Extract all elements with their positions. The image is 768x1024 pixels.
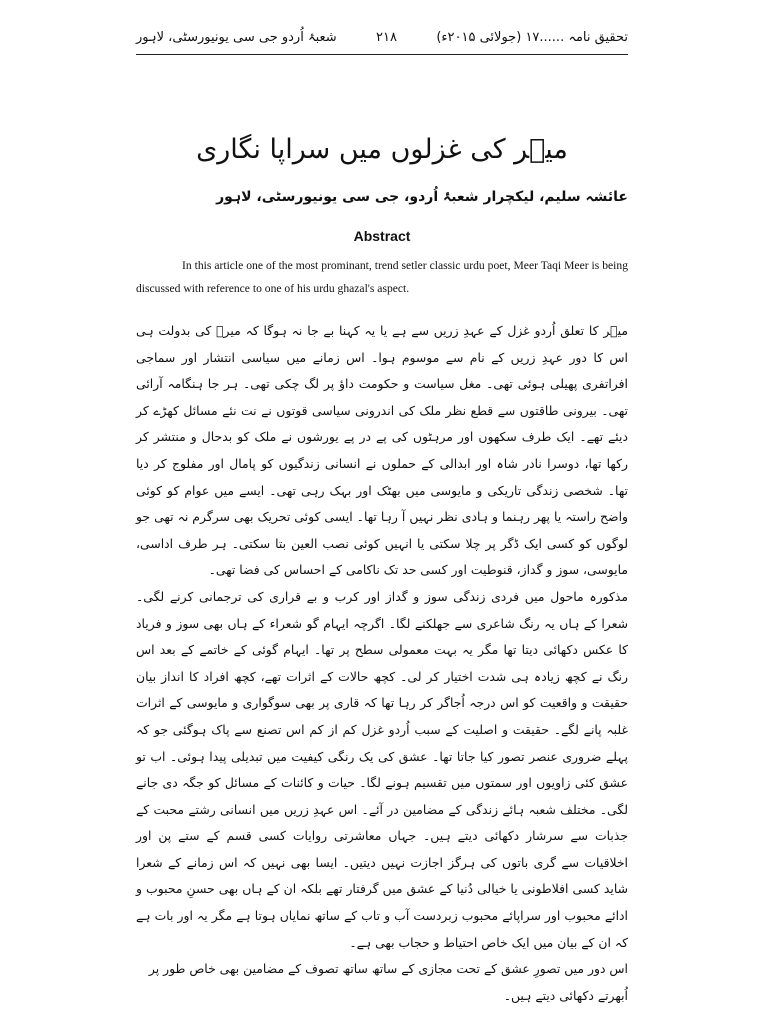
body-paragraph-1: میؔر کا تعلق اُردو غزل کے عہدِ زریں سے ہے یا یہ کہنا بے جا نہ ہوگا کہ میرؔ کی بدولت ہی اس کا دور عہدِ زریں کے نام سے موسوم ہوا۔ اس زمانے میں سیاسی انتشار اور سماجی افراتفری پھیلی ہوئی تھی۔ مغل سیاست و حکومت داؤ پر لگ چکی تھی۔ ہر جا ہنگامہ آرائی تھی۔ بیرونی طاقتوں سے قطع نظر ملک کی اندرونی سیاسی قوتوں نے نت نئے مسائل کھڑے کر دیئے تھے۔ ایک طرف سکھوں اور مرہٹوں کی پے در پے یورشوں نے ملک کو بدحال و منتشر کر رکھا تھا، دوسرا نادر شاہ اور ابدالی کے حملوں نے انسانی زندگیوں کو پامال اور مفلوج کر دیا تھا۔ شخصی زندگی تاریکی و مایوسی میں بھٹک اور بہک رہی تھی۔ ایسے میں عوام کو کوئی واضح راستہ یا پھر رہنما و ہادی نظر نہیں آ رہا تھا۔ ایسی کوئی تحریک بھی سرگرم نہ تھی جو لوگوں کو کسی ایک ڈگر پر چلا سکتی یا انہیں کوئی نصب العین بتا سکتی۔ ہر طرف اداسی، مایوسی، سوز و گداز، قنوطیت اور کسی حد تک ناکامی کے احساس کی فضا تھی۔ — [136, 323, 628, 578]
header-publisher: شعبۂ اُردو جی سی یونیورسٹی، لاہور — [136, 29, 337, 45]
header-journal: تحقیق نامہ ......۱۷ (جولائی ۲۰۱۵ء) — [436, 29, 628, 45]
body-paragraph-2: مذکورہ ماحول میں فردی زندگی سوز و گداز اور کرب و بے قراری کی ترجمانی کرنے لگی۔ شعرا کے ہاں یہ رنگ شاعری سے جھلکنے لگا۔ اگرچہ ایہام گو شعراء کے ہاں بھی سوز و فریاد کا عکس دکھائی دیتا تھا مگر یہ بہت معمولی سطح پر تھا۔ ایہام گوئی کے خاتمے کے بعد اس رنگ نے کچھ زیادہ ہی شدت اختیار کر لی۔ کچھ حالات کے اثرات تھے، کچھ افراد کا انداز بیان حقیقت و واقعیت کو اس درجہ اُجاگر کر رہا تھا کہ قاری پر بھی سوگواری و مایوسی کے اثرات غلبہ پانے لگے۔ حقیقت و اصلیت کے سبب اُردو غزل کم از کم اس تصنع سے پاک ہوگئی جو کہ پہلے ضروری عنصر تصور کیا جاتا تھا۔ عشق کی یک رنگی کیفیت میں تبدیلی پیدا ہوئی۔ اب تو عشق کئی زاویوں اور سمتوں میں تقسیم ہونے لگا۔ حیات و کائنات کے مسائل کو جگہ دی جانے لگی۔ مختلف شعبہ ہائے زندگی کے مضامین در آئے۔ اس عہدِ زریں میں انسانی رشتے محبت کے جذبات سے سرشار دکھائی دیتے ہیں۔ جہاں معاشرتی روایات کسی قسم کے ستے پن اور اخلاقیات سے گری باتوں کی ہرگز اجازت نہیں دیتیں۔ ایسا بھی نہیں کہ اس زمانے کے شعرا شاید کسی افلاطونی یا خیالی دُنیا کے عشق میں گرفتار تھے بلکہ ان کے ہاں بھی حسنِ محبوب و ادائے محبوب اور سراپائے محبوب زبردست آب و تاب کے ساتھ نمایاں ہوتا ہے مگر یہ اور بات ہے کہ ان کے بیان میں ایک خاص احتیاط و حجاب بھی ہے۔ — [136, 588, 628, 950]
article-title: میؔر کی غزلوں میں سراپا نگاری — [196, 134, 568, 165]
running-header — [136, 22, 628, 52]
abstract-heading: Abstract — [353, 228, 411, 244]
article-body — [136, 318, 628, 1009]
article-author: عائشہ سلیم، لیکچرار شعبۂ اُردو، جی سی یونیورسٹی، لاہور — [216, 189, 628, 205]
body-paragraph-3: اس دور میں تصورِ عشق کے تحت مجازی کے ساتھ ساتھ تصوف کے مضامین بھی خاص طور پر اُبھرتے دکھائی دیتے ہیں۔ — [148, 961, 628, 1003]
header-rule — [136, 54, 628, 55]
header-page-number: ۲۱۸ — [376, 29, 397, 45]
abstract-text: In this article one of the most prominant, trend setler classic urdu poet, Meer Taqi Meer is being discussed with reference to one of his urdu ghazal's aspect. — [136, 259, 628, 295]
